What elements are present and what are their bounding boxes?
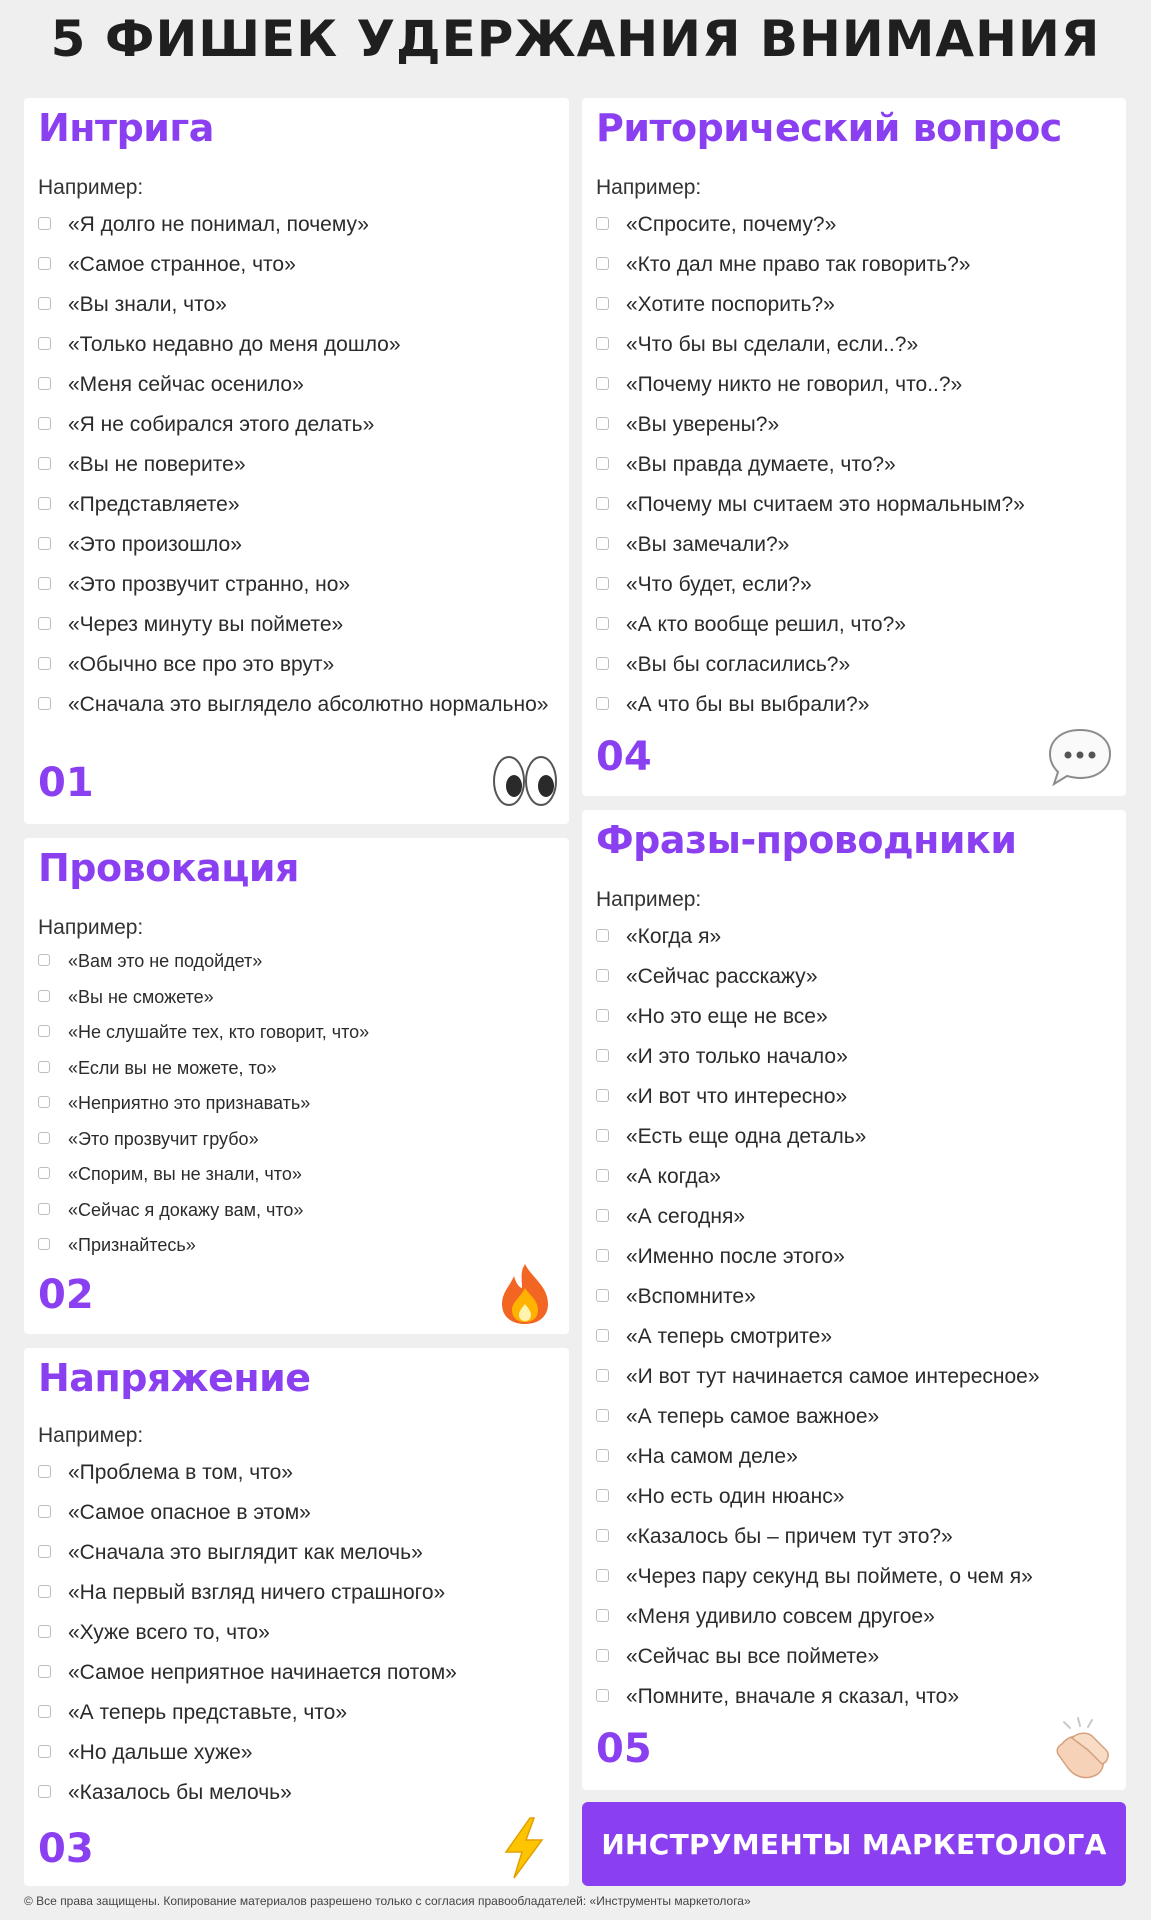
phrase-text: «Представляете» bbox=[68, 493, 240, 516]
card-heading: Провокация bbox=[38, 846, 299, 890]
card-heading: Напряжение bbox=[38, 1356, 311, 1400]
card-intro: Например: bbox=[596, 176, 702, 199]
phrase-item bbox=[38, 651, 561, 678]
phrase-text: «Не слушайте тех, кто говорит, что» bbox=[68, 1022, 370, 1042]
card-intro: Например: bbox=[38, 1424, 144, 1447]
phrase-item bbox=[38, 1659, 561, 1686]
phrase-text: «И вот что интересно» bbox=[626, 1085, 848, 1108]
phrase-text: «Вспомните» bbox=[626, 1285, 756, 1308]
phrase-text: «Обычно все про это врут» bbox=[68, 653, 335, 676]
phrase-text: «Самое опасное в этом» bbox=[68, 1501, 311, 1524]
checkbox[interactable] bbox=[38, 1705, 51, 1718]
phrase-item bbox=[596, 211, 1118, 238]
phrase-text: «Есть еще одна деталь» bbox=[626, 1125, 867, 1148]
checkbox[interactable] bbox=[596, 929, 609, 942]
phrase-text: «Сначала это выглядело абсолютно нормально» bbox=[68, 693, 549, 716]
checkbox[interactable] bbox=[596, 1529, 609, 1542]
phrase-text: «Я не собирался этого делать» bbox=[68, 413, 375, 436]
checkbox[interactable] bbox=[38, 1585, 51, 1598]
phrase-text: «А когда» bbox=[626, 1165, 721, 1188]
card-intrigue bbox=[24, 98, 569, 824]
checkbox[interactable] bbox=[596, 217, 609, 230]
phrase-item bbox=[38, 411, 561, 438]
phrase-text: «На первый взгляд ничего страшного» bbox=[68, 1581, 446, 1604]
checkbox[interactable] bbox=[596, 1649, 609, 1662]
phrase-text: «Что бы вы сделали, если..?» bbox=[626, 333, 919, 356]
phrase-text: «А что бы вы выбрали?» bbox=[626, 693, 870, 716]
phrase-item bbox=[596, 371, 1118, 398]
phrase-item bbox=[38, 371, 561, 398]
checkbox[interactable] bbox=[596, 497, 609, 510]
checkbox[interactable] bbox=[38, 537, 51, 550]
phrase-text: «Вы бы согласились?» bbox=[626, 653, 851, 676]
checkbox[interactable] bbox=[38, 577, 51, 590]
phrase-item bbox=[596, 531, 1118, 558]
checkbox[interactable] bbox=[38, 1625, 51, 1638]
card-intro: Например: bbox=[596, 888, 702, 911]
phrase-list bbox=[38, 1459, 561, 1819]
phrase-item bbox=[596, 1003, 1118, 1030]
checkbox[interactable] bbox=[596, 1089, 609, 1102]
brand-button[interactable]: ИНСТРУМЕНТЫ МАРКЕТОЛОГА bbox=[582, 1802, 1126, 1886]
phrase-text: «Но есть один нюанс» bbox=[626, 1485, 845, 1508]
phrase-text: «Сначала это выглядит как мелочь» bbox=[68, 1541, 423, 1564]
phrase-text: «Сейчас я докажу вам, что» bbox=[68, 1199, 304, 1220]
phrase-list bbox=[596, 211, 1118, 731]
checkbox[interactable] bbox=[596, 657, 609, 670]
phrase-text: «Это прозвучит странно, но» bbox=[68, 573, 351, 596]
checkbox[interactable] bbox=[596, 377, 609, 390]
phrase-item bbox=[38, 1739, 561, 1766]
card-tension bbox=[24, 1348, 569, 1886]
phrase-text: «Меня сейчас осенило» bbox=[68, 373, 304, 396]
phrase-item bbox=[38, 1459, 561, 1486]
card-intro: Например: bbox=[38, 176, 144, 199]
phrase-text: «А теперь самое важное» bbox=[626, 1405, 880, 1428]
checkbox[interactable] bbox=[38, 617, 51, 630]
fire-icon bbox=[496, 1262, 554, 1326]
checkbox[interactable] bbox=[38, 1505, 51, 1518]
phrase-text: «Помните, вначале я сказал, что» bbox=[626, 1685, 960, 1708]
checkbox[interactable] bbox=[38, 1025, 50, 1037]
phrase-text: «Именно после этого» bbox=[626, 1245, 845, 1268]
phrase-text: «А сегодня» bbox=[626, 1205, 746, 1228]
page-title: 5 ФИШЕК УДЕРЖАНИЯ ВНИМАНИЯ bbox=[50, 10, 1101, 68]
phrase-item bbox=[38, 1699, 561, 1726]
checkbox[interactable] bbox=[596, 1249, 609, 1262]
card-heading: Фразы-проводники bbox=[596, 818, 1017, 862]
checkbox[interactable] bbox=[38, 217, 51, 230]
phrase-text: «А теперь представьте, что» bbox=[68, 1701, 348, 1724]
phrase-text: «Признайтесь» bbox=[68, 1235, 196, 1255]
phrase-item bbox=[596, 1643, 1118, 1670]
checkbox[interactable] bbox=[596, 1569, 609, 1582]
phrase-item bbox=[38, 1579, 561, 1606]
checkbox[interactable] bbox=[38, 257, 51, 270]
phrase-text: «Вы правда думаете, что?» bbox=[626, 453, 896, 476]
checkbox[interactable] bbox=[596, 1329, 609, 1342]
checkbox[interactable] bbox=[38, 697, 51, 710]
card-heading: Интрига bbox=[38, 106, 214, 150]
phrase-item bbox=[596, 1243, 1118, 1270]
checkbox[interactable] bbox=[596, 1169, 609, 1182]
phrase-item bbox=[38, 1056, 561, 1080]
checkbox[interactable] bbox=[38, 417, 51, 430]
phrase-item bbox=[596, 1123, 1118, 1150]
phrase-item bbox=[38, 611, 561, 638]
card-intro: Например: bbox=[38, 916, 144, 939]
phrase-item bbox=[596, 1283, 1118, 1310]
phrase-item bbox=[596, 451, 1118, 478]
checkbox[interactable] bbox=[596, 297, 609, 310]
checkbox[interactable] bbox=[596, 457, 609, 470]
card-number: 01 bbox=[38, 760, 94, 806]
phrase-item bbox=[38, 291, 561, 318]
phrase-item bbox=[596, 923, 1118, 950]
phrase-item bbox=[596, 691, 1118, 718]
phrase-list bbox=[596, 923, 1118, 1723]
phrase-item bbox=[596, 1083, 1118, 1110]
phrase-item bbox=[596, 291, 1118, 318]
clapping-hands-icon bbox=[1048, 1714, 1114, 1780]
phrase-item bbox=[596, 1523, 1118, 1550]
lightning-icon bbox=[500, 1816, 548, 1880]
phrase-item bbox=[38, 949, 561, 973]
phrase-text: «Только недавно до меня дошло» bbox=[68, 333, 401, 356]
phrase-text: «Сейчас расскажу» bbox=[626, 965, 818, 988]
card-heading: Риторический вопрос bbox=[596, 106, 1062, 150]
phrase-text: «Вы знали, что» bbox=[68, 293, 227, 316]
phrase-item bbox=[596, 1203, 1118, 1230]
phrase-item bbox=[596, 1403, 1118, 1430]
phrase-text: «Вы не поверите» bbox=[68, 453, 246, 476]
checkbox[interactable] bbox=[38, 1785, 51, 1798]
phrase-item bbox=[38, 1779, 561, 1806]
phrase-item bbox=[38, 1619, 561, 1646]
phrase-item bbox=[596, 1683, 1118, 1710]
phrase-item bbox=[596, 1363, 1118, 1390]
phrase-item bbox=[596, 251, 1118, 278]
card-number: 05 bbox=[596, 1726, 652, 1772]
phrase-item bbox=[38, 985, 561, 1009]
checkbox[interactable] bbox=[38, 1167, 50, 1179]
phrase-text: «Когда я» bbox=[626, 925, 722, 948]
phrase-item bbox=[596, 411, 1118, 438]
phrase-text: «Меня удивило совсем другое» bbox=[626, 1605, 935, 1628]
phrase-item bbox=[596, 571, 1118, 598]
phrase-text: «А теперь смотрите» bbox=[626, 1325, 833, 1348]
checkbox[interactable] bbox=[38, 990, 50, 1002]
phrase-text: «Хуже всего то, что» bbox=[68, 1621, 270, 1644]
phrase-text: «И вот тут начинается самое интересное» bbox=[626, 1365, 1040, 1388]
phrase-text: «Но это еще не все» bbox=[626, 1005, 828, 1028]
phrase-item bbox=[596, 963, 1118, 990]
checkbox[interactable] bbox=[38, 377, 51, 390]
phrase-text: «Вы уверены?» bbox=[626, 413, 780, 436]
phrase-list bbox=[38, 211, 561, 731]
phrase-item bbox=[38, 1091, 561, 1115]
phrase-text: «Проблема в том, что» bbox=[68, 1461, 293, 1484]
phrase-item bbox=[596, 651, 1118, 678]
phrase-item bbox=[38, 251, 561, 278]
phrase-item bbox=[596, 1323, 1118, 1350]
phrase-item bbox=[38, 1233, 561, 1257]
phrase-item bbox=[38, 1539, 561, 1566]
phrase-item bbox=[38, 691, 561, 718]
phrase-text: «Это произошло» bbox=[68, 533, 242, 556]
checkbox[interactable] bbox=[38, 1061, 50, 1073]
checkbox[interactable] bbox=[596, 1289, 609, 1302]
checkbox[interactable] bbox=[38, 657, 51, 670]
phrase-text: «Я долго не понимал, почему» bbox=[68, 213, 369, 236]
phrase-text: «Через пару секунд вы поймете, о чем я» bbox=[626, 1565, 1033, 1588]
phrase-item bbox=[596, 1603, 1118, 1630]
phrase-text: «Самое странное, что» bbox=[68, 253, 296, 276]
phrase-item bbox=[38, 331, 561, 358]
phrase-item bbox=[38, 451, 561, 478]
checkbox[interactable] bbox=[38, 1545, 51, 1558]
phrase-text: «Спорим, вы не знали, что» bbox=[68, 1164, 302, 1184]
checkbox[interactable] bbox=[596, 337, 609, 350]
phrase-item bbox=[38, 491, 561, 518]
checkbox[interactable] bbox=[596, 969, 609, 982]
eyes-icon bbox=[492, 754, 558, 808]
phrase-item bbox=[596, 491, 1118, 518]
phrase-item bbox=[596, 1043, 1118, 1070]
phrase-text: «Сейчас вы все поймете» bbox=[626, 1645, 880, 1668]
phrase-item bbox=[38, 1020, 561, 1044]
card-number: 02 bbox=[38, 1272, 94, 1318]
checkbox[interactable] bbox=[596, 1369, 609, 1382]
phrase-text: «Вы замечали?» bbox=[626, 533, 790, 556]
card-rhetorical bbox=[582, 98, 1126, 796]
checkbox[interactable] bbox=[38, 1096, 50, 1108]
phrase-text: «Кто дал мне право так говорить?» bbox=[626, 253, 971, 276]
checkbox[interactable] bbox=[596, 537, 609, 550]
phrase-text: «На самом деле» bbox=[626, 1445, 798, 1468]
checkbox[interactable] bbox=[38, 954, 50, 966]
phrase-text: «Через минуту вы поймете» bbox=[68, 613, 344, 636]
phrase-item bbox=[38, 1162, 561, 1186]
phrase-item bbox=[596, 1483, 1118, 1510]
checkbox[interactable] bbox=[596, 417, 609, 430]
checkbox[interactable] bbox=[38, 1665, 51, 1678]
checkbox[interactable] bbox=[38, 1238, 50, 1250]
card-number: 03 bbox=[38, 1826, 94, 1872]
phrase-text: «Спросите, почему?» bbox=[626, 213, 837, 236]
phrase-text: «Если вы не можете, то» bbox=[68, 1057, 277, 1078]
checkbox[interactable] bbox=[596, 1009, 609, 1022]
checkbox[interactable] bbox=[596, 697, 609, 710]
card-number: 04 bbox=[596, 734, 652, 780]
checkbox[interactable] bbox=[596, 1489, 609, 1502]
phrase-item bbox=[38, 571, 561, 598]
phrase-text: «А кто вообще решил, что?» bbox=[626, 613, 906, 636]
checkbox[interactable] bbox=[38, 1465, 51, 1478]
phrase-text: «Это прозвучит грубо» bbox=[68, 1128, 259, 1149]
checkbox[interactable] bbox=[596, 257, 609, 270]
phrase-item bbox=[596, 611, 1118, 638]
phrase-text: «Неприятно это признавать» bbox=[68, 1093, 311, 1113]
checkbox[interactable] bbox=[38, 1745, 51, 1758]
phrase-text: «И это только начало» bbox=[626, 1045, 848, 1068]
checkbox[interactable] bbox=[596, 1609, 609, 1622]
checkbox[interactable] bbox=[38, 1132, 50, 1144]
checkbox[interactable] bbox=[596, 1449, 609, 1462]
phrase-item bbox=[596, 1563, 1118, 1590]
phrase-item bbox=[38, 211, 561, 238]
phrase-item bbox=[596, 1163, 1118, 1190]
checkbox[interactable] bbox=[596, 1049, 609, 1062]
checkbox[interactable] bbox=[38, 457, 51, 470]
card-connectors bbox=[582, 810, 1126, 1790]
checkbox[interactable] bbox=[596, 1689, 609, 1702]
phrase-text: «Вам это не подойдет» bbox=[68, 951, 263, 971]
checkbox[interactable] bbox=[38, 497, 51, 510]
phrase-item bbox=[38, 1127, 561, 1151]
checkbox[interactable] bbox=[596, 617, 609, 630]
checkbox[interactable] bbox=[38, 1203, 50, 1215]
phrase-text: «Казалось бы – причем тут это?» bbox=[626, 1525, 953, 1548]
phrase-item bbox=[596, 1443, 1118, 1470]
checkbox[interactable] bbox=[38, 337, 51, 350]
phrase-text: «Самое неприятное начинается потом» bbox=[68, 1661, 457, 1684]
phrase-item bbox=[596, 331, 1118, 358]
phrase-text: «Почему мы считаем это нормальным?» bbox=[626, 493, 1025, 516]
phrase-text: «Вы не сможете» bbox=[68, 986, 214, 1007]
phrase-text: «Казалось бы мелочь» bbox=[68, 1781, 292, 1804]
phrase-item bbox=[38, 1499, 561, 1526]
phrase-text: «Но дальше хуже» bbox=[68, 1741, 253, 1764]
card-provocation bbox=[24, 838, 569, 1334]
checkbox[interactable] bbox=[596, 1409, 609, 1422]
checkbox[interactable] bbox=[596, 1129, 609, 1142]
phrase-list bbox=[38, 949, 561, 1269]
phrase-item bbox=[38, 531, 561, 558]
phrase-text: «Что будет, если?» bbox=[626, 573, 812, 596]
checkbox[interactable] bbox=[596, 577, 609, 590]
phrase-text: «Почему никто не говорил, что..?» bbox=[626, 373, 963, 396]
phrase-item bbox=[38, 1198, 561, 1222]
copyright-footer: © Все права защищены. Копирование материалов разрешено только с согласия правообладателей: «Инструменты маркетолога» bbox=[24, 1894, 751, 1908]
checkbox[interactable] bbox=[596, 1209, 609, 1222]
checkbox[interactable] bbox=[38, 297, 51, 310]
speech-bubble-icon bbox=[1048, 726, 1112, 786]
phrase-text: «Хотите поспорить?» bbox=[626, 293, 835, 316]
